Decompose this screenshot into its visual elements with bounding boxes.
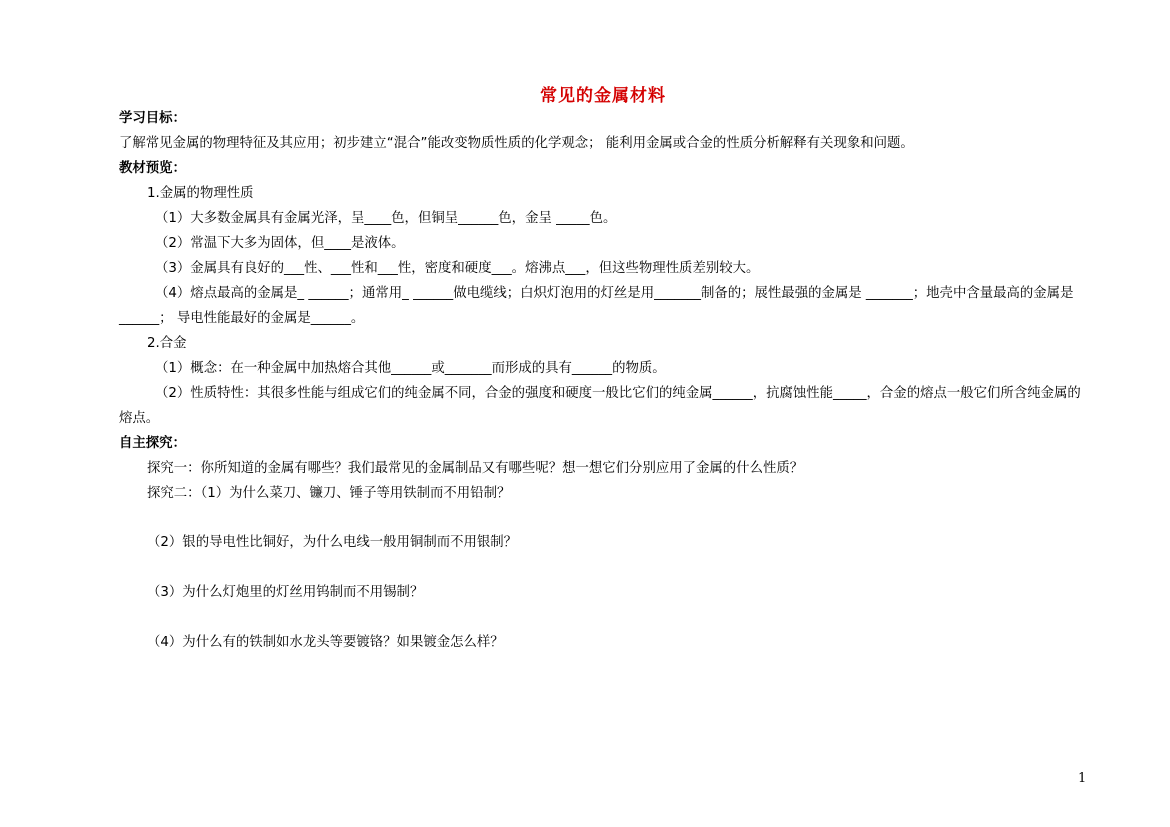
explore-heading: 自主探究： [119, 436, 186, 451]
section2-title: 2.合金 [147, 336, 187, 351]
section1-question-2: （2）常温下大多为固体，但____是液体。 [155, 236, 405, 251]
goals-heading: 学习目标： [119, 111, 186, 126]
explore-question-2-2: （2）银的导电性比铜好，为什么电线一般用铜制而不用银制？ [147, 535, 518, 550]
document-title: 常见的金属材料 [540, 86, 666, 106]
document-body [119, 106, 1094, 655]
section2-question-1: （1）概念：在一种金属中加热熔合其他______或_______而形成的具有______的物质。 [155, 361, 666, 376]
section2-question-2: （2）性质特性：其很多性能与组成它们的纯金属不同，合金的强度和硬度一般比它们的纯金属______，抗腐蚀性能_____，合金的熔点一般它们所含纯金属的熔点。 [119, 386, 1081, 426]
explore-question-2-1: 探究二：（1）为什么菜刀、镰刀、锤子等用铁制而不用铅制？ [147, 486, 511, 501]
goals-text: 了解常见金属的物理特征及其应用；初步建立“混合”能改变物质性质的化学观念； 能利用金属或合金的性质分析解释有关现象和问题。 [119, 136, 914, 151]
section1-question-3: （3）金属具有良好的___性、___性和___性，密度和硬度___。熔沸点___，但这些物理性质差别较大。 [155, 261, 760, 276]
explore-question-2-3: （3）为什么灯炮里的灯丝用钨制而不用锡制？ [147, 585, 424, 600]
page-number: 1 [1078, 771, 1087, 786]
section1-question-4: （4）熔点最高的金属是_ ______；通常用_ ______做电缆线；白炽灯泡用的灯丝是用_______制备的；展性最强的金属是 _______；地壳中含量最高的金属是______； 导电性能最好的金属是______。 [119, 286, 1074, 326]
explore-question-1: 探究一：你所知道的金属有哪些？我们最常见的金属制品又有哪些呢？想一想它们分别应用了金属的什么性质？ [147, 461, 804, 476]
explore-question-2-4: （4）为什么有的铁制如水龙头等要镀铬？如果镀金怎么样？ [147, 635, 504, 650]
section1-question-1: （1）大多数金属具有金属光泽，呈____色，但铜呈______色，金呈 _____色。 [155, 211, 617, 226]
preview-heading: 教材预览： [119, 161, 186, 176]
section1-title: 1.金属的物理性质 [147, 186, 254, 201]
